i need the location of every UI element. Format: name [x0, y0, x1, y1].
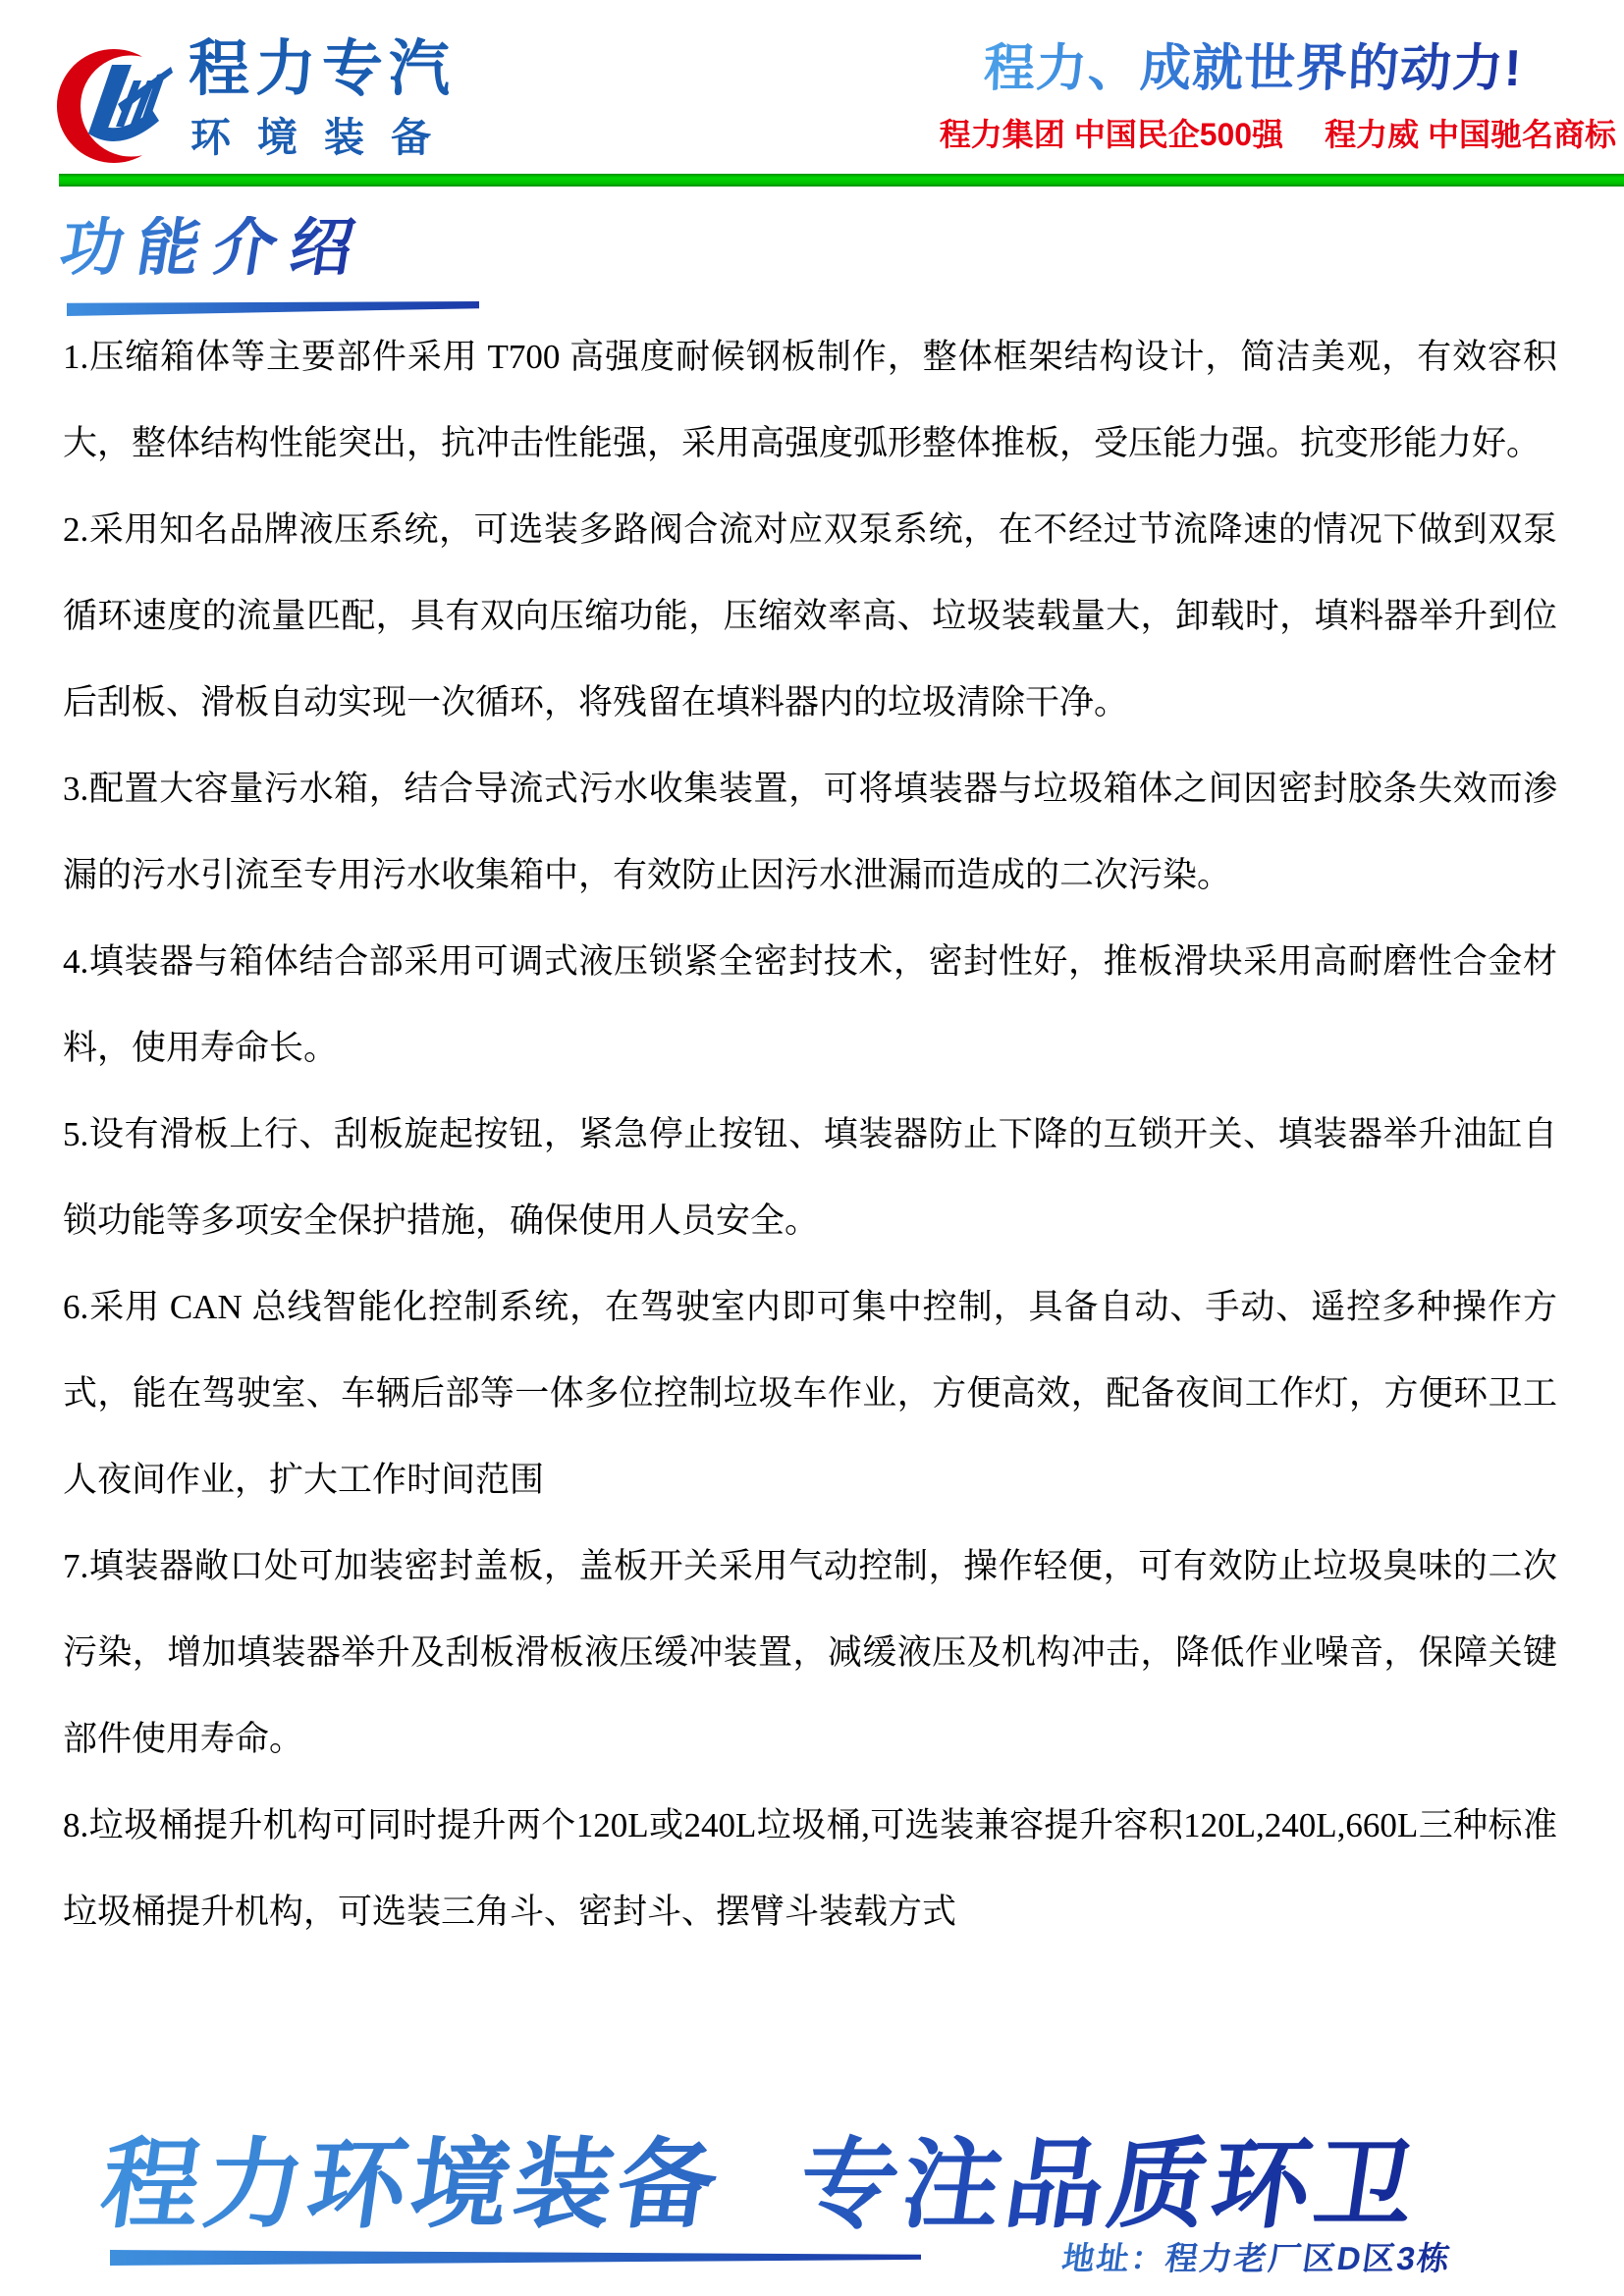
footer-swoosh [110, 2250, 921, 2266]
feature-item-6: 6.采用 CAN 总线智能化控制系统，在驾驶室内即可集中控制，具备自动、手动、遥控多种操作方式，能在驾驶室、车辆后部等一体多位控制垃圾车作业，方便高效，配备夜间工作灯，方便环卫工人夜间作业，扩大工作时间范围 [63, 1288, 1557, 1499]
feature-item-3: 3.配置大容量污水箱，结合导流式污水收集装置，可将填装器与垃圾箱体之间因密封胶条失效而渗漏的污水引流至专用污水收集箱中，有效防止因污水泄漏而造成的二次污染。 [63, 770, 1557, 894]
feature-list [63, 314, 1557, 1955]
footer-address-container [1060, 2242, 1454, 2274]
brand-name: 程力专汽 [189, 35, 457, 103]
section-title-container [55, 212, 373, 283]
credential-trademark-label: 程力威 中国驰名商标 [1325, 117, 1616, 152]
header-divider [59, 174, 1624, 187]
footer-tagline: 程力环境装备 专注品质环卫 [94, 2130, 1427, 2240]
feature-item-2: 2.采用知名品牌液压系统，可选装多路阀合流对应双泵系统，在不经过节流降速的情况下做到双泵循环速度的流量匹配，具有双向压缩功能，压缩效率高、垃圾装载量大，卸载时，填料器举升到位后刮板、滑板自动实现一次循环，将残留在填料器内的垃圾清除干净。 [63, 510, 1557, 721]
company-credentials [940, 119, 1616, 150]
slogan-container [982, 40, 1524, 97]
feature-item-5: 5.设有滑板上行、刮板旋起按钮，紧急停止按钮、填装器防止下降的互锁开关、填装器举升油缸自锁功能等多项安全保护措施，确保使用人员安全。 [63, 1115, 1557, 1240]
chengli-lw-swoosh-icon [55, 35, 177, 173]
section-title: 功能介绍 [55, 212, 373, 283]
credential-group-label: 程力集团 中国民企500强 [939, 117, 1284, 152]
header-slogan: 程力、成就世界的动力! [982, 40, 1524, 97]
feature-item-7: 7.填装器敞口处可加装密封盖板，盖板开关采用气动控制，操作轻便，可有效防止垃圾臭味的二次污染，增加填装器举升及刮板滑板液压缓冲装置，减缓液压及机构冲击，降低作业噪音，保障关键部件使用寿命。 [63, 1547, 1557, 1758]
feature-item-4: 4.填装器与箱体结合部采用可调式液压锁紧全密封技术，密封性好，推板滑块采用高耐磨性合金材料，使用寿命长。 [63, 942, 1557, 1067]
brand-subtitle: 环境装备 [190, 115, 458, 160]
footer-tagline-container [94, 2130, 1427, 2240]
feature-item-8: 8.垃圾桶提升机构可同时提升两个120L或240L垃圾桶,可选装兼容提升容积120L,240L,660L三种标准垃圾桶提升机构，可选装三角斗、密封斗、摆臂斗装载方式 [63, 1806, 1557, 1931]
footer-address: 地址：程力老厂区D区3栋 [1059, 2240, 1454, 2276]
feature-item-1: 1.压缩箱体等主要部件采用 T700 高强度耐候钢板制作，整体框架结构设计，简洁美观，有效容积大，整体结构性能突出，抗冲击性能强，采用高强度弧形整体推板，受压能力强。抗变形能力好。 [63, 338, 1557, 462]
